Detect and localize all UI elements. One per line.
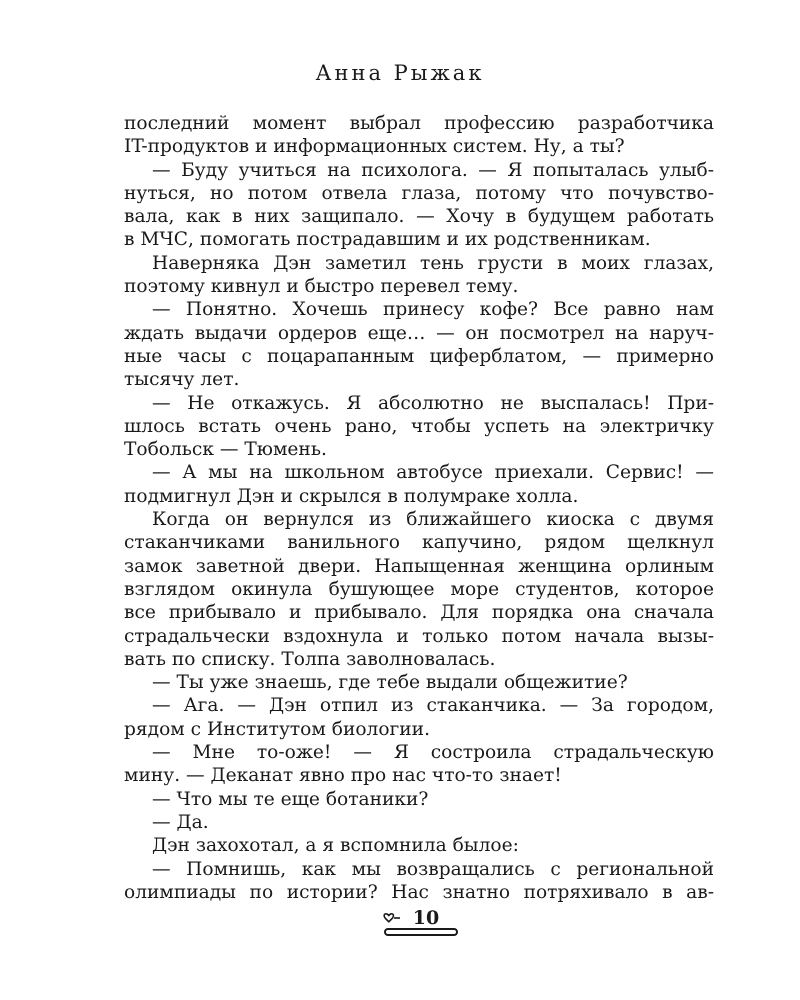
text-line: олимпиады по истории? Нас знатно потряхивало в ав- [124, 881, 714, 903]
text-line: — А мы на школьном автобусе приехали. Сервис! — [152, 462, 714, 484]
page-footer [382, 905, 462, 945]
text-line: поэтому кивнул и быстро перевел тему. [124, 276, 519, 298]
text-line: мину. — Деканат явно про нас что-то знает! [124, 765, 562, 787]
text-line: шлось встать очень рано, чтобы успеть на электричку [124, 415, 714, 437]
text-line: — Да. [152, 811, 209, 833]
text-line: все прибывало и прибывало. Для порядка она сначала [124, 602, 714, 624]
text-line: вать по списку. Толпа заволновалась. [124, 648, 496, 670]
text-line: — Не откажусь. Я абсолютно не выспалась! При- [152, 392, 714, 414]
text-line: Тобольск — Тюмень. [124, 439, 327, 461]
text-line: стаканчиками ванильного капучино, рядом щелкнул [124, 532, 714, 554]
text-line: замок заветной двери. Напыщенная женщина орлиным [124, 555, 714, 577]
text-line: Наверняка Дэн заметил тень грусти в моих глазах, [152, 252, 714, 274]
text-line: страдальчески вздохнула и только потом начала вызы- [124, 625, 714, 647]
text-line: рядом с Институтом биологии. [124, 718, 430, 740]
text-line: подмигнул Дэн и скрылся в полумраке холла. [124, 485, 579, 507]
text-line: ные часы с поцарапанным циферблатом, — примерно [124, 345, 714, 367]
running-header-author: Анна Рыжак [315, 61, 485, 85]
text-line: — Ты уже знаешь, где тебе выдали общежитие? [152, 672, 628, 694]
text-line: нуться, но потом отвела глаза, потому что почувство- [124, 182, 714, 204]
text-line: — Буду учиться на психолога. — Я попыталась улыб- [152, 159, 714, 181]
text-line: Дэн захохотал, а я вспомнила былое: [152, 835, 519, 857]
text-line: — Мне то-оже! — Я состроила страдальческую [152, 742, 714, 764]
text-line: — Что мы те еще ботаники? [152, 788, 429, 810]
text-line: — Понятно. Хочешь принесу кофе? Все равно нам [152, 299, 714, 321]
body-text [124, 112, 714, 904]
text-line: — Ага. — Дэн отпил из стаканчика. — За городом, [152, 695, 714, 717]
page-number: 10 [412, 907, 440, 929]
text-line: взглядом окинула бушующее море студентов, которое [124, 578, 714, 600]
text-line: — Помнишь, как мы возвращались с региональной [152, 858, 714, 880]
text-line: вала, как в них защипало. — Хочу в будущем работать [124, 206, 714, 228]
text-line: в МЧС, помогать пострадавшим и их родственникам. [124, 229, 651, 251]
text-line: Когда он вернулся из ближайшего киоска с двумя [152, 509, 714, 531]
text-line: ждать выдачи ордеров еще… — он посмотрел на наруч- [124, 322, 714, 344]
text-line: тысячу лет. [124, 369, 240, 391]
text-line: IT-продуктов и информационных систем. Ну, а ты? [124, 136, 625, 158]
text-line: последний момент выбрал профессию разработчика [124, 113, 714, 134]
